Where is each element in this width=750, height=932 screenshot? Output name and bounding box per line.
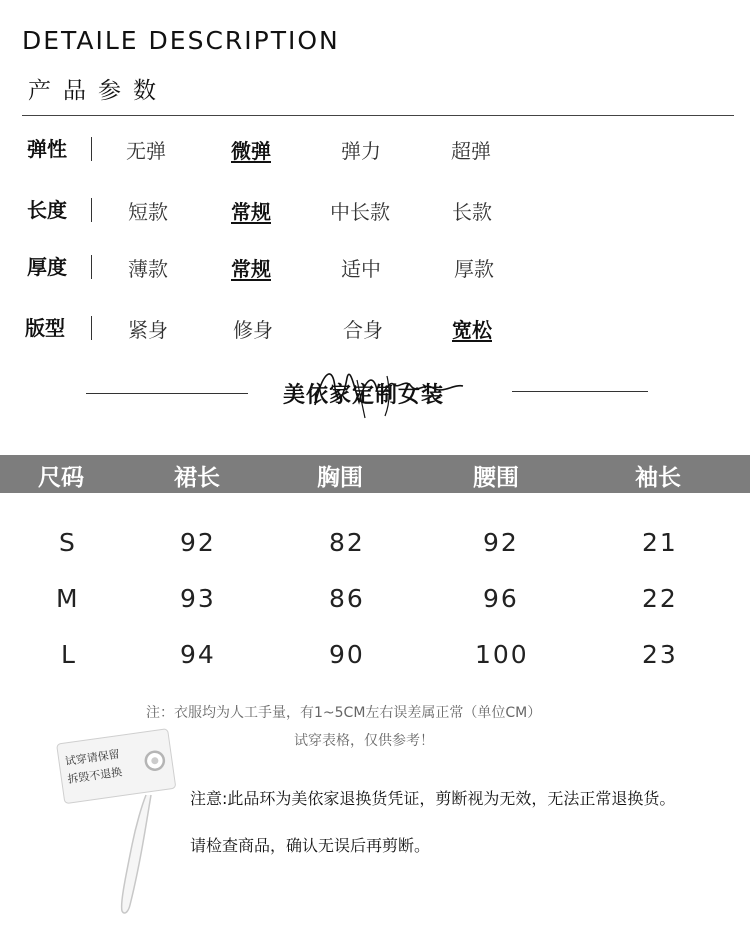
tag-text-line2: 拆毁不退换 (66, 765, 123, 786)
header-cell: 腰围 (473, 465, 519, 491)
table-cell: 92 (483, 528, 519, 557)
param-option: 合身 (343, 318, 383, 342)
page-title: DETAILE DESCRIPTION (22, 26, 340, 55)
param-option-selected: 常规 (231, 200, 271, 224)
param-option: 紧身 (128, 318, 168, 342)
table-cell: 21 (642, 528, 678, 557)
param-option-selected: 常规 (231, 257, 271, 281)
section-subtitle: 产品参数 (28, 78, 168, 104)
table-cell: 96 (483, 584, 519, 613)
table-cell: 93 (180, 584, 216, 613)
param-option: 弹力 (341, 139, 381, 163)
table-cell: 23 (642, 640, 678, 669)
param-option: 中长款 (330, 200, 390, 224)
reference-note: 试穿表格，仅供参考！ (294, 733, 434, 749)
divider (86, 393, 248, 394)
brand-name: 美依家定制女装 (283, 383, 445, 408)
param-option-selected: 宽松 (452, 318, 492, 342)
param-label: 厚度 (27, 255, 67, 279)
header-cell: 袖长 (635, 465, 681, 491)
divider (22, 115, 734, 116)
table-row (0, 528, 750, 568)
param-option-selected: 微弹 (231, 139, 271, 163)
param-row-elasticity (0, 133, 750, 167)
param-row-thickness (0, 251, 750, 285)
measurement-note: 注：衣服均为人工手量，有1~5CM左右误差属正常（单位CM） (146, 705, 542, 721)
signature-flourish (295, 360, 475, 420)
table-cell: 22 (642, 584, 678, 613)
tag-notice: 注意:此品环为美依家退换货凭证，剪断视为无效，无法正常退换货。 (190, 789, 676, 808)
param-label: 弹性 (27, 137, 67, 161)
size-cell: M (56, 584, 80, 613)
divider (512, 391, 648, 392)
param-option: 长款 (452, 200, 492, 224)
table-row (0, 640, 750, 680)
separator (91, 198, 92, 222)
table-cell: 94 (180, 640, 216, 669)
table-cell: 100 (475, 640, 529, 669)
param-option: 无弹 (126, 139, 166, 163)
param-option: 修身 (233, 318, 273, 342)
param-option: 薄款 (128, 257, 168, 281)
header-cell: 裙长 (174, 465, 220, 491)
param-label: 版型 (25, 316, 65, 340)
table-cell: 86 (329, 584, 365, 613)
tag-text-line1: 试穿请保留 (64, 747, 121, 769)
size-cell: L (61, 640, 77, 669)
table-row (0, 584, 750, 624)
separator (91, 137, 92, 161)
size-table-header (0, 455, 750, 493)
header-cell: 胸围 (317, 465, 363, 491)
param-option: 短款 (128, 200, 168, 224)
param-option: 适中 (341, 257, 381, 281)
hang-tag-image (50, 725, 185, 920)
check-notice: 请检查商品，确认无误后再剪断。 (190, 836, 431, 855)
header-cell: 尺码 (38, 465, 84, 491)
table-cell: 82 (329, 528, 365, 557)
brand-section (0, 360, 750, 420)
table-cell: 90 (329, 640, 365, 669)
param-row-length (0, 194, 750, 228)
param-option: 厚款 (454, 257, 494, 281)
param-label: 长度 (27, 198, 67, 222)
separator (91, 255, 92, 279)
table-cell: 92 (180, 528, 216, 557)
separator (91, 316, 92, 340)
param-row-fit (0, 312, 750, 346)
size-cell: S (59, 528, 77, 557)
param-option: 超弹 (451, 139, 491, 163)
